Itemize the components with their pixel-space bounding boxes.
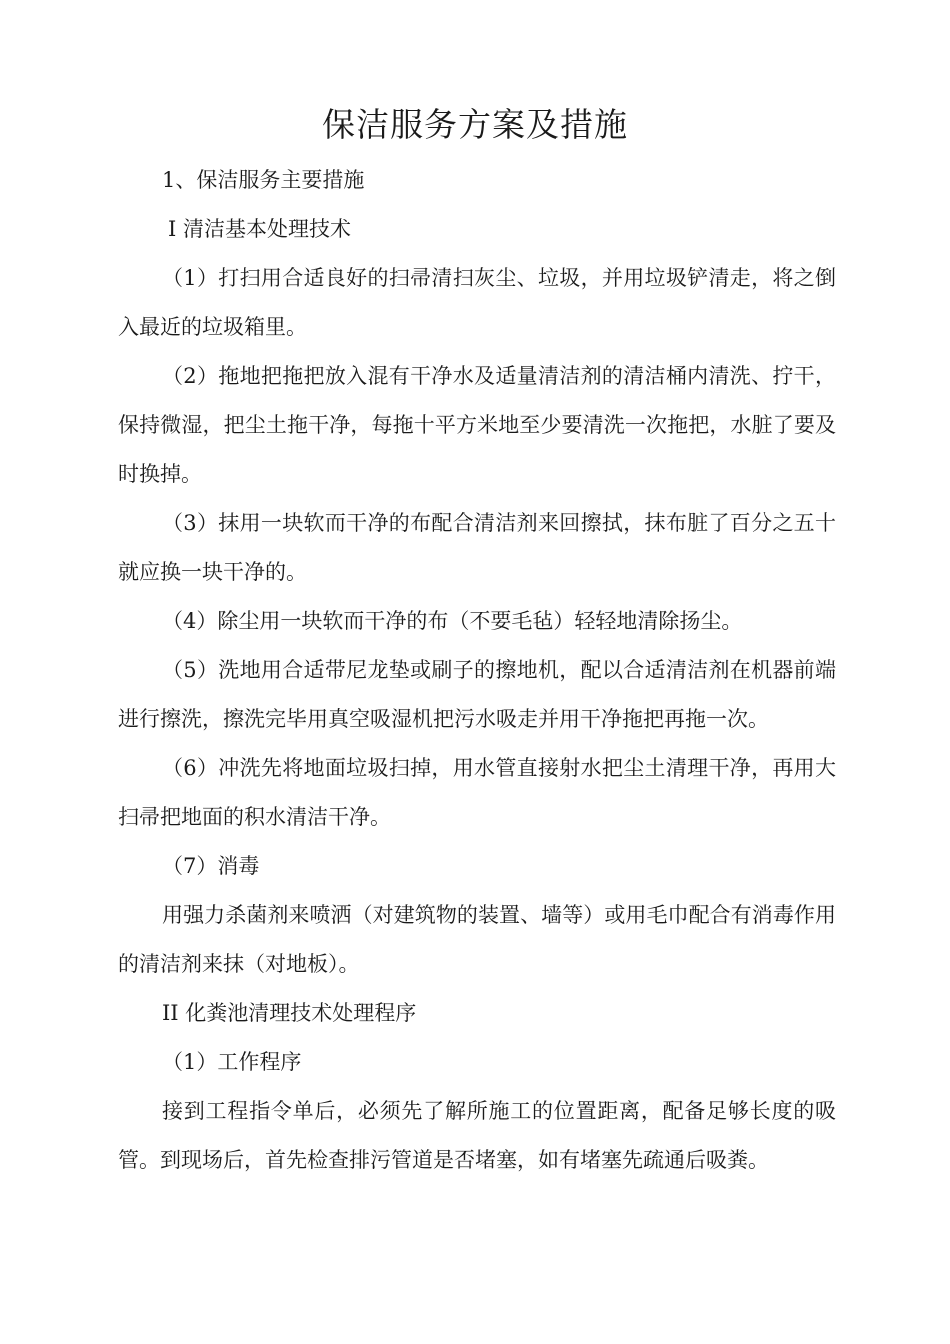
paragraph: （7）消毒 <box>162 854 260 878</box>
section-heading: 1、保洁服务主要措施 <box>162 168 365 192</box>
document-body <box>118 156 836 1185</box>
subsection-heading: I 清洁基本处理技术 <box>168 217 351 241</box>
paragraph: （5）洗地用合适带尼龙垫或刷子的擦地机，配以合适清洁剂在机器前端进行擦洗，擦洗完毕用真空吸湿机把污水吸走并用干净拖把再拖一次。 <box>118 658 836 731</box>
paragraph: 接到工程指令单后，必须先了解所施工的位置距离，配备足够长度的吸管。到现场后，首先检查排污管道是否堵塞，如有堵塞先疏通后吸粪。 <box>118 1099 836 1172</box>
subsection-heading: II 化粪池清理技术处理程序 <box>162 1001 417 1025</box>
paragraph: （1）工作程序 <box>162 1050 302 1074</box>
paragraph: （4）除尘用一块软而干净的布（不要毛毡）轻轻地清除扬尘。 <box>162 609 743 633</box>
paragraph: （3）抹用一块软而干净的布配合清洁剂来回擦拭，抹布脏了百分之五十就应换一块干净的。 <box>118 511 836 584</box>
paragraph: （2）拖地把拖把放入混有干净水及适量清洁剂的清洁桶内清洗、拧干，保持微湿，把尘土拖干净，每拖十平方米地至少要清洗一次拖把，水脏了要及时换掉。 <box>118 364 836 486</box>
paragraph: （6）冲洗先将地面垃圾扫掉，用水管直接射水把尘土清理干净，再用大扫帚把地面的积水清洁干净。 <box>118 756 836 829</box>
paragraph: 用强力杀菌剂来喷洒（对建筑物的装置、墙等）或用毛巾配合有消毒作用的清洁剂来抹（对地板）。 <box>118 903 836 976</box>
document-title: 保洁服务方案及措施 <box>322 105 628 144</box>
paragraph: （1）打扫用合适良好的扫帚清扫灰尘、垃圾，并用垃圾铲清走，将之倒入最近的垃圾箱里。 <box>118 266 836 339</box>
